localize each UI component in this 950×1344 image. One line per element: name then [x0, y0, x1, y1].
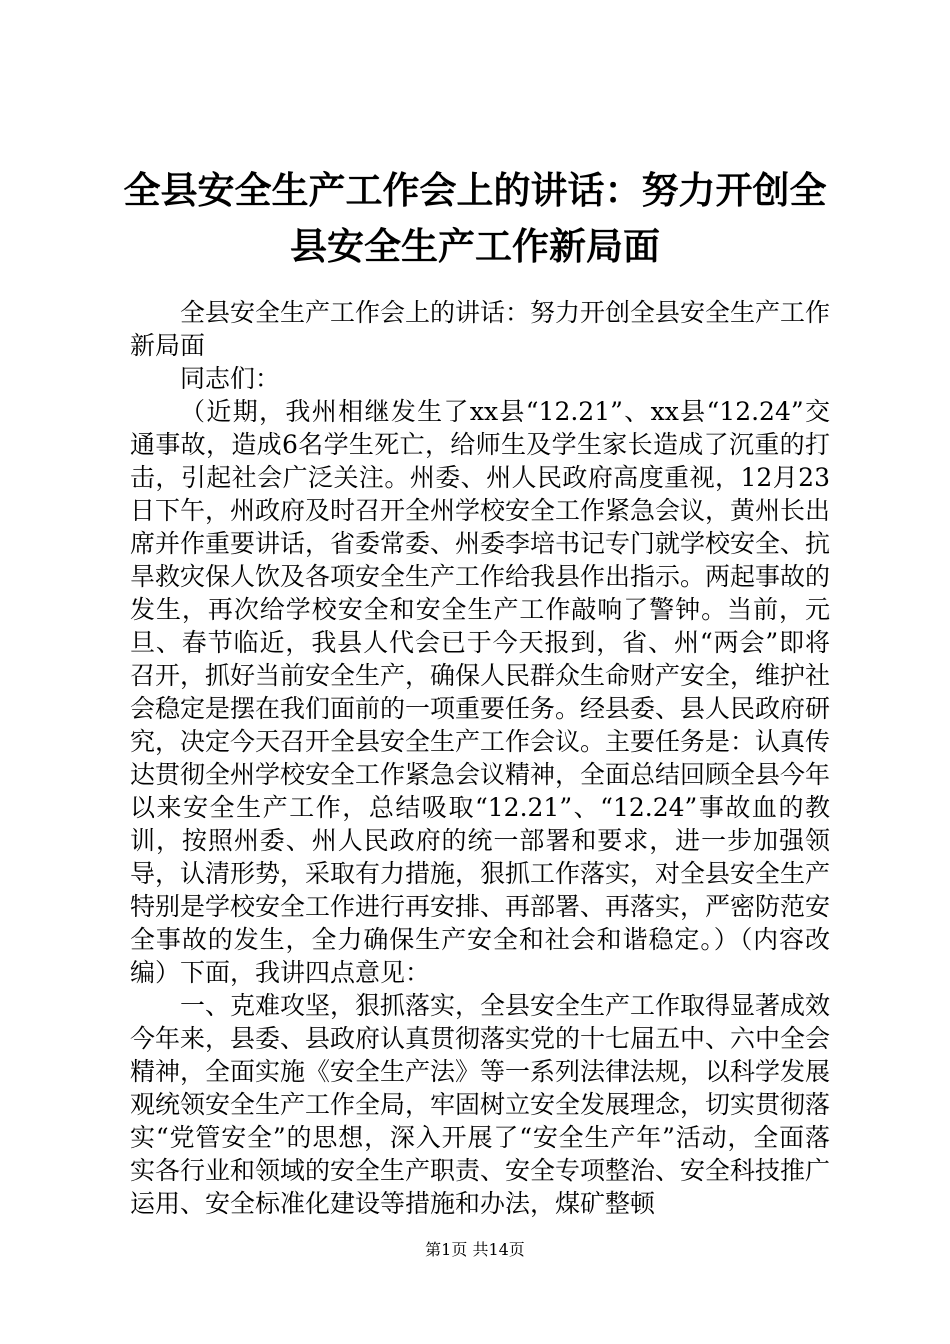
- paragraph-intro: （近期，我州相继发生了xx县“12.21”、xx县“12.24”交通事故，造成6名学生死亡，给师生及学生家长造成了沉重的打击，引起社会广泛关注。州委、州人民政府高度重视，12月23日下午，州政府及时召开全州学校安全工作紧急会议，黄州长出席并作重要讲话，省委常委、州委李培书记专门就学校安全、抗旱救灾保人饮及各项安全生产工作给我县作出指示。两起事故的发生，再次给学校安全和安全生产工作敲响了警钟。当前，元旦、春节临近，我县人代会已于今天报到，省、州“两会”即将召开，抓好当前安全生产，确保人民群众生命财产安全，维护社会稳定是摆在我们面前的一项重要任务。经县委、县人民政府研究，决定今天召开全县安全生产工作会议。主要任务是：认真传达贯彻全州学校安全工作紧急会议精神，全面总结回顾全县今年以来安全生产工作，总结吸取“12.21”、“12.24”事故血的教训，按照州委、州人民政府的统一部署和要求，进一步加强领导，认清形势，采取有力措施，狠抓工作落实，对全县安全生产特别是学校安全工作进行再安排、再部署、再落实，严密防范安全事故的发生，全力确保生产安全和社会和谐稳定。）（内容改编）下面，我讲四点意见：: [130, 397, 831, 987]
- document-body: [130, 296, 830, 1220]
- paragraph-salutation: 同志们：: [180, 364, 281, 393]
- paragraph-section-one: 一、克难攻坚，狠抓落实，全县安全生产工作取得显著成效今年来，县委、县政府认真贯彻落实党的十七届五中、六中全会精神，全面实施《安全生产法》等一系列法律法规，以科学发展观统领安全生产工作全局，牢固树立安全发展理念，切实贯彻落实“党管安全”的思想，深入开展了“安全生产年”活动，全面落实各行业和领域的安全生产职责、安全专项整治、安全科技推广运用、安全标准化建设等措施和办法，煤矿整顿: [130, 991, 831, 1218]
- paragraph-subtitle: 全县安全生产工作会上的讲话：努力开创全县安全生产工作新局面: [130, 298, 831, 360]
- page-number: 第1页 共14页: [425, 1240, 525, 1259]
- document-title: 全县安全生产工作会上的讲话：努力开创全县安全生产工作新局面: [123, 168, 827, 268]
